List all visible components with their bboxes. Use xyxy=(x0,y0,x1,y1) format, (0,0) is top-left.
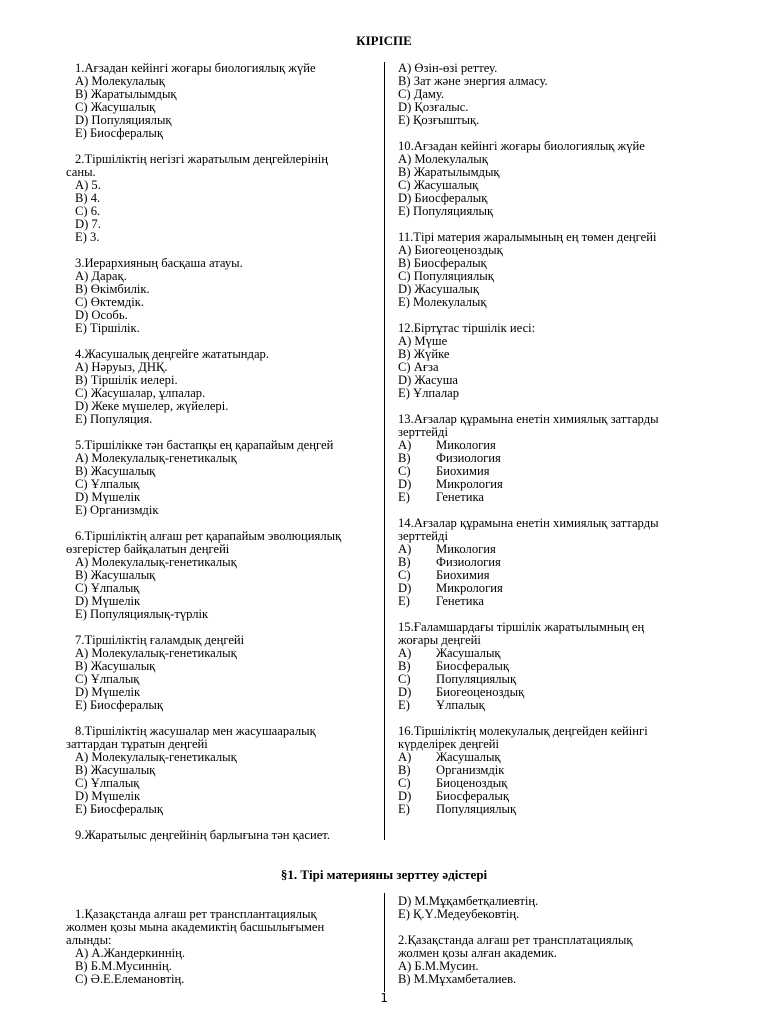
option-c: C) Ұлпалық xyxy=(75,672,140,686)
column-divider xyxy=(384,62,385,840)
option-c: C) Жасушалық xyxy=(398,178,479,192)
option-e: E) Тіршілік. xyxy=(75,321,140,335)
option-d: D) Микрология xyxy=(398,581,503,595)
option-d: D) Мүшелік xyxy=(75,685,141,699)
question-2: 2.Тіршіліктің негізгі жаратылым деңгейлерінің xyxy=(75,152,328,166)
question-1: 1.Ағзадан кейінгі жоғары биологиялық жүйе xyxy=(75,61,316,75)
option-b: B) Биосфералық xyxy=(398,659,509,673)
question-6-options xyxy=(66,556,380,621)
option-a: A) Биогеоценоздық xyxy=(398,243,503,257)
option-c: C) Ұлпалық xyxy=(75,776,140,790)
option-c: C) Биохимия xyxy=(398,568,490,582)
option-b: B) Жаратылымдық xyxy=(75,87,177,101)
question-4: 4.Жасушалық деңгейге жататындар. xyxy=(75,347,269,361)
question-12: 12.Біртұтас тіршілік иесі: xyxy=(398,321,536,335)
option-b: B) Жасушалық xyxy=(75,464,156,478)
option-e: E) Организмдік xyxy=(75,503,159,517)
option-e: E) Популяциялық xyxy=(398,204,494,218)
option-b: B) Б.М.Мусиннің. xyxy=(75,959,172,973)
option-a: A) А.Жандеркиннің. xyxy=(75,946,185,960)
question-12-options xyxy=(398,335,698,400)
question-8-options xyxy=(66,751,380,816)
option-a: A) Өзін-өзі реттеу. xyxy=(398,61,498,75)
option-c: C) Ұлпалық xyxy=(75,581,140,595)
question-3: 3.Иерархияның басқаша атауы. xyxy=(75,256,243,270)
right-column xyxy=(398,62,698,816)
question-16-cont: күрделірек деңгейі xyxy=(398,737,500,751)
section-question-2: 2.Қазақстанда алғаш рет трансплатациялық xyxy=(398,933,633,947)
option-a: A) Молекулалық xyxy=(75,74,165,88)
question-14: 14.Ағзалар құрамына енетін химиялық заттарды xyxy=(398,516,659,530)
question-14-options xyxy=(398,543,698,608)
option-a: A) Молекулалық-генетикалық xyxy=(75,555,237,569)
option-b: B) Биосфералық xyxy=(398,256,487,270)
option-d: D) Жасуша xyxy=(398,373,459,387)
question-9-options xyxy=(398,62,698,127)
option-e: E) Ұлпалар xyxy=(398,386,460,400)
question-7: 7.Тіршіліктің ғаламдық деңгейі xyxy=(75,633,245,647)
question-3-options xyxy=(66,270,380,335)
option-d: D) Мүшелік xyxy=(75,789,141,803)
question-15: 15.Ғаламшардағы тіршілік жаратылымның ең xyxy=(398,620,645,634)
section-title: §1. Тірі материяны зерттеу әдістері xyxy=(280,867,488,882)
option-a: A) Микология xyxy=(398,542,496,556)
option-c: C) Биохимия xyxy=(398,464,490,478)
option-c: C) 6. xyxy=(75,204,101,218)
page-title: КІРІСПЕ xyxy=(356,33,412,48)
question-10: 10.Ағзадан кейінгі жоғары биологиялық жүйе xyxy=(398,139,645,153)
question-11-options xyxy=(398,244,698,309)
section-column-divider xyxy=(384,893,385,992)
question-7-options xyxy=(66,647,380,712)
option-d: D) 7. xyxy=(75,217,101,231)
option-c: C) Ә.Е.Елемановтің. xyxy=(75,972,185,986)
question-15-options xyxy=(398,647,698,712)
option-a: A) Жасушалық xyxy=(398,750,501,764)
option-d: D) Биогеоценоздық xyxy=(398,685,525,699)
section-question-2-cont: жолмен қозы алған академик. xyxy=(398,946,557,960)
option-b: B) Өкімбилік. xyxy=(75,282,150,296)
option-b: B) Организмдік xyxy=(398,763,505,777)
option-c: C) Популяциялық xyxy=(398,672,517,686)
option-a: A) Молекулалық xyxy=(398,152,488,166)
question-13-options xyxy=(398,439,698,504)
option-c: C) Ағза xyxy=(398,360,439,374)
option-e: E) Популяциялық-түрлік xyxy=(75,607,209,621)
section-question-1-options-cont xyxy=(398,895,701,921)
question-8: 8.Тіршіліктің жасушалар мен жасушааралық xyxy=(75,724,316,738)
option-d: D) М.Мұқамбетқалиевтің. xyxy=(398,894,539,908)
option-b: B) 4. xyxy=(75,191,101,205)
option-d: D) Популяциялық xyxy=(75,113,172,127)
option-b: B) М.Мұхамбеталиев. xyxy=(398,972,517,986)
option-b: B) Физиология xyxy=(398,451,501,465)
option-a: A) Нәруыз, ДНҚ. xyxy=(75,360,168,374)
option-c: C) Даму. xyxy=(398,87,445,101)
option-b: B) Тіршілік иелері. xyxy=(75,373,178,387)
option-a: A) Молекулалық-генетикалық xyxy=(75,750,237,764)
option-c: C) Өктемдік. xyxy=(75,295,145,309)
option-d: D) Жеке мүшелер, жүйелері. xyxy=(75,399,229,413)
question-6: 6.Тіршіліктің алғаш рет қарапайым эволюциялық xyxy=(75,529,342,543)
option-a: A) Микология xyxy=(398,438,496,452)
option-b: B) Зат және энергия алмасу. xyxy=(398,74,548,88)
option-d: D) Жасушалық xyxy=(398,282,479,296)
option-e: E) Популяциялық xyxy=(398,802,517,816)
option-a: A) Молекулалық-генетикалық xyxy=(75,451,237,465)
question-8-cont: заттардан тұратын деңгейі xyxy=(66,737,208,751)
question-6-cont: өзгерістер байқалатын деңгейі xyxy=(66,542,230,556)
option-c: C) Ұлпалық xyxy=(75,477,140,491)
question-11: 11.Тірі материя жаралымының ең төмен деңгейі xyxy=(398,230,657,244)
option-a: A) Жасушалық xyxy=(398,646,501,660)
option-d: D) Особь. xyxy=(75,308,128,322)
question-1-options xyxy=(66,75,380,140)
option-e: E) Қ.Ү.Медеубековтің. xyxy=(398,907,520,921)
question-5-options xyxy=(66,452,380,517)
option-e: E) Биосфералық xyxy=(75,126,163,140)
option-c: C) Жасушалар, ұлпалар. xyxy=(75,386,206,400)
option-e: E) Молекулалық xyxy=(398,295,487,309)
option-b: B) Жүйке xyxy=(398,347,450,361)
section-question-1-cont: жолмен қозы мына академиктің басшылығымен xyxy=(66,920,325,934)
option-d: D) Қозғалыс. xyxy=(398,100,469,114)
question-10-options xyxy=(398,153,698,218)
option-b: B) Жаратылымдық xyxy=(398,165,500,179)
option-b: B) Жасушалық xyxy=(75,568,156,582)
option-b: B) Жасушалық xyxy=(75,763,156,777)
option-d: D) Биосфералық xyxy=(398,789,509,803)
option-b: B) Жасушалық xyxy=(75,659,156,673)
option-c: C) Биоценоздық xyxy=(398,776,508,790)
question-13-cont: зерттейді xyxy=(398,425,448,439)
option-e: E) Генетика xyxy=(398,594,485,608)
option-e: E) Биосфералық xyxy=(75,698,163,712)
option-d: D) Микрология xyxy=(398,477,503,491)
question-15-cont: жоғары деңгейі xyxy=(398,633,481,647)
option-a: A) 5. xyxy=(75,178,101,192)
option-d: D) Мүшелік xyxy=(75,594,141,608)
option-d: D) Мүшелік xyxy=(75,490,141,504)
option-c: C) Популяциялық xyxy=(398,269,494,283)
question-16: 16.Тіршіліктің молекулалық деңгейден кейінгі xyxy=(398,724,648,738)
section-question-1-options xyxy=(66,947,378,986)
option-a: A) Мүше xyxy=(398,334,448,348)
section-right-column xyxy=(398,895,701,986)
page-number: 1 xyxy=(380,991,388,1005)
question-16-options xyxy=(398,751,698,816)
option-e: E) Ұлпалық xyxy=(398,698,485,712)
option-d: D) Биосфералық xyxy=(398,191,488,205)
option-e: E) Биосфералық xyxy=(75,802,163,816)
question-2-cont: саны. xyxy=(66,165,96,179)
option-a: A) Дарақ. xyxy=(75,269,127,283)
section-question-2-options xyxy=(398,960,701,986)
option-a: A) Б.М.Мусин. xyxy=(398,959,479,973)
question-9: 9.Жаратылыс деңгейінің барлығына тән қасиет. xyxy=(75,828,330,842)
option-e: E) Генетика xyxy=(398,490,485,504)
question-13: 13.Ағзалар құрамына енетін химиялық заттарды xyxy=(398,412,659,426)
section-question-1: 1.Қазақстанда алғаш рет трансплантациялық xyxy=(75,907,317,921)
question-5: 5.Тіршілікке тән бастапқы ең қарапайым деңгей xyxy=(75,438,334,452)
option-a: A) Молекулалық-генетикалық xyxy=(75,646,237,660)
section-left-column xyxy=(66,908,378,986)
question-4-options xyxy=(66,361,380,426)
option-b: B) Физиология xyxy=(398,555,501,569)
question-14-cont: зерттейді xyxy=(398,529,448,543)
option-e: E) Қозғыштық. xyxy=(398,113,480,127)
option-e: E) 3. xyxy=(75,230,100,244)
option-c: C) Жасушалық xyxy=(75,100,156,114)
option-e: E) Популяция. xyxy=(75,412,153,426)
section-question-1-cont2: алынды: xyxy=(66,933,112,947)
question-2-options xyxy=(66,179,380,244)
left-column xyxy=(66,62,380,842)
